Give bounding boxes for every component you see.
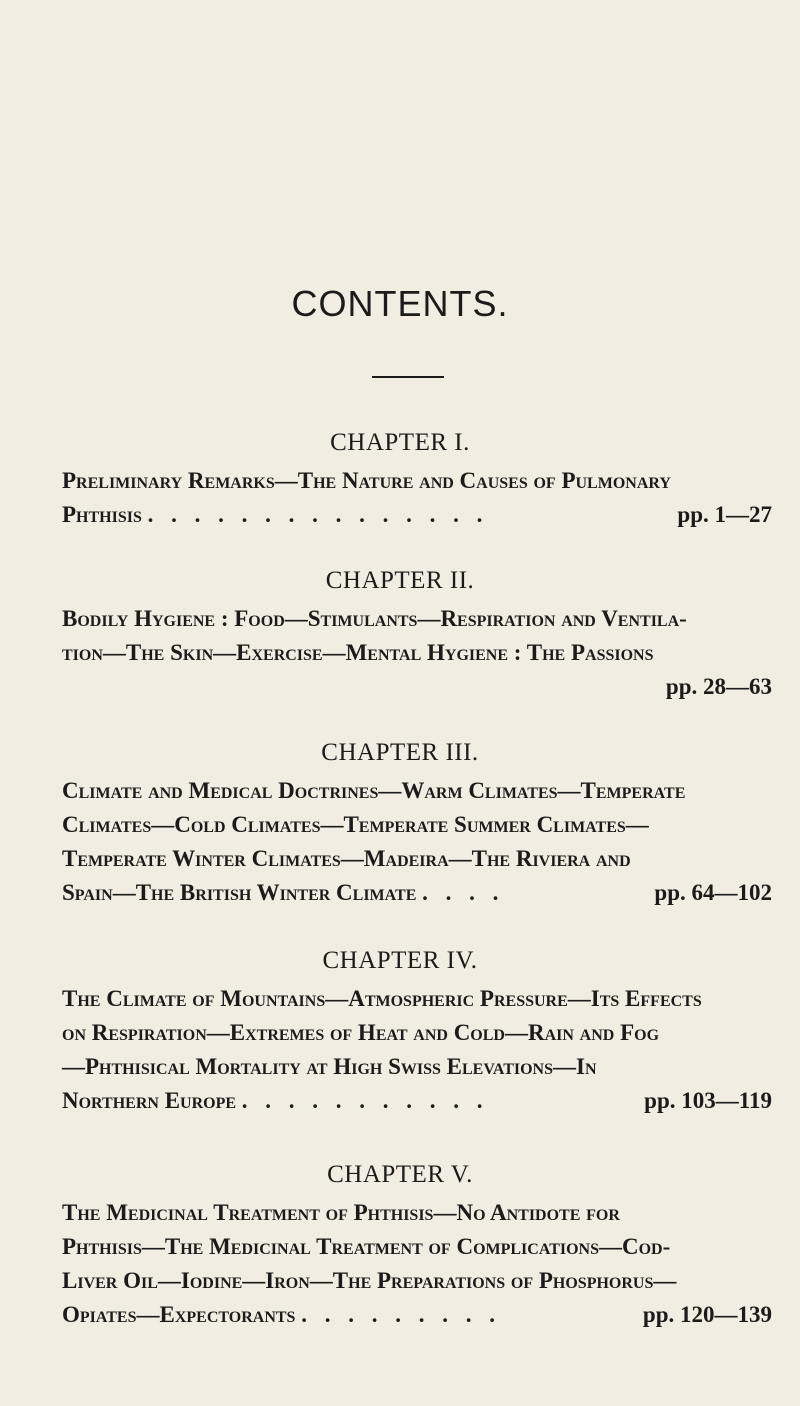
contents-line: Climate and Medical Doctrines—Warm Climates—Temperate: [62, 778, 686, 803]
contents-line-with-pages: [62, 1084, 772, 1118]
chapter-heading: CHAPTER II.: [325, 567, 475, 594]
chapter-contents: [62, 602, 772, 704]
contents-line: Phthisis—The Medicinal Treatment of Complications—Cod-: [62, 1234, 671, 1259]
contents-line: tion—The Skin—Exercise—Mental Hygiene : The Passions: [62, 640, 654, 665]
contents-line-with-pages: [62, 498, 772, 532]
contents-line: Bodily Hygiene : Food—Stimulants—Respiration and Ventila-: [62, 606, 687, 631]
chapter-3: [0, 738, 800, 910]
chapter-1: [0, 428, 800, 532]
dot-leader: . . . . . . . . . . . . . . .: [147, 502, 489, 527]
chapter-heading: CHAPTER I.: [330, 429, 470, 456]
contents-line: Liver Oil—Iodine—Iron—The Preparations of Phosphorus—: [62, 1268, 677, 1293]
page-range: pp. 28—63: [665, 674, 772, 699]
page-range: pp. 64—102: [654, 880, 772, 905]
chapter-contents: [62, 982, 772, 1118]
dot-leader: . . . .: [422, 880, 505, 905]
page-range: pp. 103—119: [644, 1088, 772, 1113]
chapter-contents: [62, 1196, 772, 1332]
chapter-heading: CHAPTER III.: [321, 739, 479, 766]
contents-line: Preliminary Remarks—The Nature and Causes of Pulmonary: [62, 468, 671, 493]
contents-line: The Climate of Mountains—Atmospheric Pressure—Its Effects: [62, 986, 702, 1011]
chapter-contents: [62, 774, 772, 910]
contents-line: Temperate Winter Climates—Madeira—The Riviera and: [62, 846, 631, 871]
contents-line: Northern Europe: [62, 1088, 237, 1113]
chapter-5: [0, 1160, 800, 1332]
contents-line: Climates—Cold Climates—Temperate Summer Climates—: [62, 812, 649, 837]
contents-line: Phthisis: [62, 502, 142, 527]
page-title: CONTENTS.: [291, 283, 509, 324]
page-range: pp. 120—139: [642, 1302, 772, 1327]
contents-line-with-pages: [62, 876, 772, 910]
contents-line: —Phthisical Mortality at High Swiss Elevations—In: [62, 1054, 597, 1079]
page-range: pp. 1—27: [677, 502, 772, 527]
chapter-heading: CHAPTER V.: [327, 1161, 473, 1188]
title-rule: [372, 376, 444, 378]
chapter-4: [0, 946, 800, 1118]
chapter-2: [0, 566, 800, 704]
chapter-contents: [62, 464, 772, 532]
contents-line: The Medicinal Treatment of Phthisis—No Antidote for: [62, 1200, 620, 1225]
dot-leader: . . . . . . . . .: [301, 1302, 501, 1327]
contents-line: Spain—The British Winter Climate: [62, 880, 417, 905]
contents-line-with-pages: [62, 1298, 772, 1332]
contents-line: on Respiration—Extremes of Heat and Cold—Rain and Fog: [62, 1020, 660, 1045]
contents-line: Opiates—Expectorants: [62, 1302, 296, 1327]
chapter-heading: CHAPTER IV.: [322, 947, 478, 974]
dot-leader: . . . . . . . . . . .: [241, 1088, 489, 1113]
